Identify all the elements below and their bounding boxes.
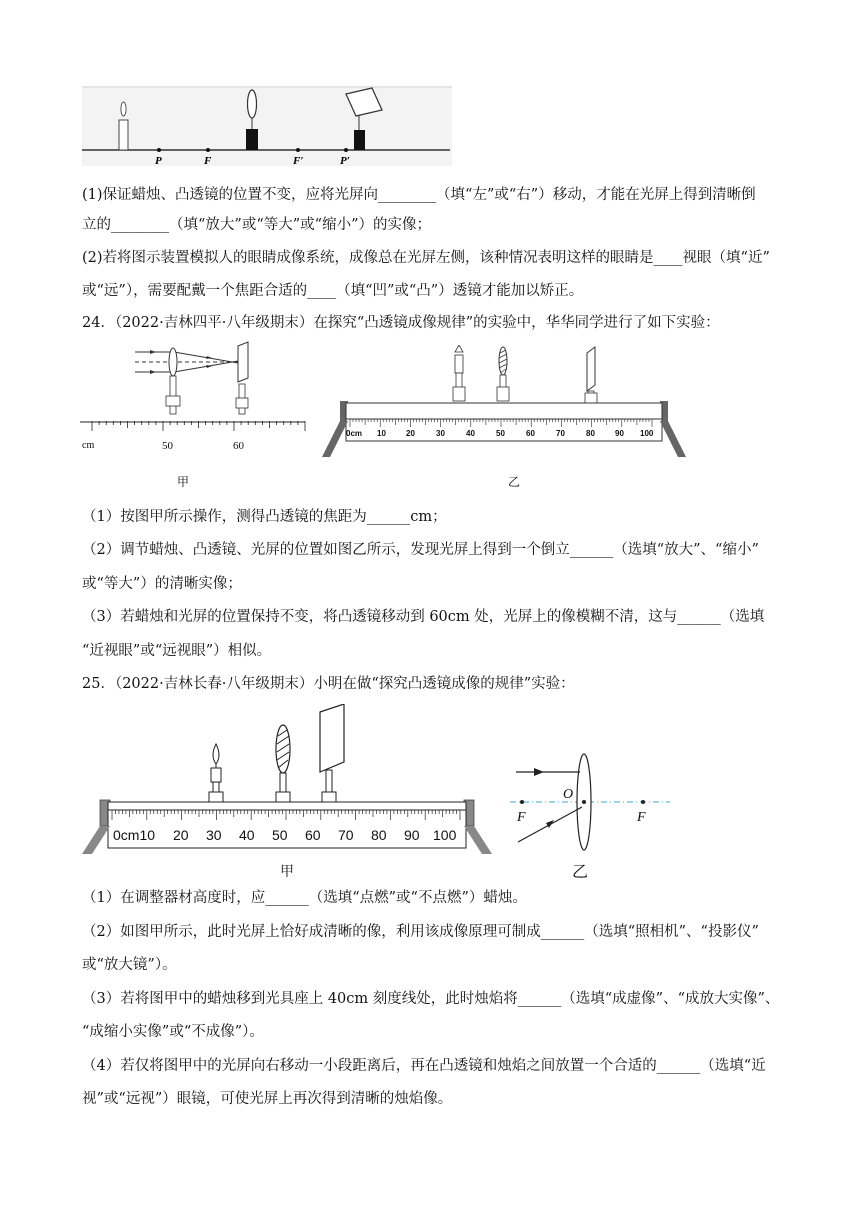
q25-jia-tick-90: 90 [404,827,420,843]
q25-line-3: 或“放大镜”）。 [82,957,177,973]
q24-yi-tick-60: 60 [526,429,535,438]
point-label-f-prime: F′ [293,155,304,166]
q25-figure-yi [508,750,673,855]
q24-yi-caption: 乙 [508,475,521,489]
q24-jia-unit: cm [82,440,95,451]
q23-figure [82,86,452,166]
q25-yi-label-o: O [563,787,574,802]
candle-shape [209,744,223,804]
q24-yi-tick-90: 90 [615,429,624,438]
q23-line-4: 或“远”），需要配戴一个焦距合适的____（填“凹”或“凸”）透镜才能加以矫正。 [82,283,584,299]
q25-yi-caption: 乙 [572,862,589,881]
q25-jia-tick-50: 50 [272,827,288,843]
q24-line-2: （2）调节蜡烛、凸透镜、光屏的位置如图乙所示，发现光屏上得到一个倒立______（选填“放大”、“缩小” [82,542,759,558]
q24-yi-tick-50: 50 [496,429,505,438]
q24-yi-tick-30: 30 [436,429,445,438]
q25-jia-tick-100: 100 [433,827,457,843]
q25-header: 25．（2022·吉林长春·八年级期末）小明在做“探究凸透镜成像的规律”实验： [82,676,575,692]
q24-jia-tick-50: 50 [162,440,173,452]
q24-jia-caption: 甲 [177,475,190,489]
q24-line-3: 或“等大”）的清晰实像； [82,576,242,592]
q24-header: 24．（2022·吉林四平·八年级期末）在探究“凸透镜成像规律”的实验中，华华同学进行了如下实验： [82,315,720,331]
q23-line-1: (1)保证蜡烛、凸透镜的位置不变，应将光屏向________（填“左”或“右”）移动，才能在光屏上得到清晰倒 [82,187,756,203]
q23-line-2: 立的________（填“放大”或“等大”或“缩小”）的实像； [82,217,431,233]
q25-jia-tick-60: 60 [305,827,321,843]
q25-line-5: “成缩小实像”或“不成像”）。 [82,1024,264,1040]
q24-jia-tick-60: 60 [233,440,244,452]
point-label-p-prime: P′ [340,155,350,166]
q24-line-1: （1）按图甲所示操作，测得凸透镜的焦距为______cm； [82,509,447,525]
q25-line-1: （1）在调整器材高度时，应______（选填“点燃”或“不点燃”）蜡烛。 [82,890,527,906]
q25-jia-tick-20: 20 [173,827,189,843]
q24-yi-tick-100: 100 [640,429,654,438]
q24-yi-tick-0: 0cm [346,429,363,438]
q25-line-2: （2）如图甲所示，此时光屏上恰好成清晰的像，利用该成像原理可制成______（选填“照相机”、“投影仪” [82,924,759,940]
candle-shape [453,345,465,401]
q24-yi-tick-70: 70 [556,429,565,438]
q24-yi-tick-40: 40 [466,429,475,438]
q25-jia-tick-70: 70 [338,827,354,843]
light-screen-shape [320,704,344,804]
q24-yi-tick-10: 10 [377,429,386,438]
q24-line-5: “近视眼”或“远视眼”）相似。 [82,643,272,659]
q23-line-3: (2)若将图示装置模拟人的眼睛成像系统，成像总在光屏左侧，该种情况表明这样的眼睛是____视眼（填“近” [82,250,770,266]
point-label-p: P [155,155,162,166]
light-screen-shape [585,347,597,403]
q24-yi-tick-20: 20 [406,429,415,438]
q24-jia-ruler-ticks [80,421,310,433]
q25-yi-label-f-left: F [517,810,526,825]
convex-lens-shape [276,725,290,804]
q25-jia-tick-80: 80 [371,827,387,843]
q25-jia-tick-40: 40 [239,827,255,843]
q24-yi-tick-80: 80 [586,429,595,438]
q25-jia-tick-0cm10: 0cm10 [113,827,156,843]
q25-jia-tick-30: 30 [206,827,222,843]
q24-line-4: （3）若蜡烛和光屏的位置保持不变，将凸透镜移动到 60cm 处，光屏上的像模糊不清，这与______（选填 [82,609,765,625]
q24-figure-yi [322,345,687,465]
q25-line-4: （3）若将图甲中的蜡烛移到光具座上 40cm 刻度线处，此时烛焰将______（选填“成虚像”、“成放大实像”、 [82,991,780,1007]
q24-figure-jia [80,340,310,490]
q25-line-7: 视”或“远视”）眼镜，可使光屏上再次得到清晰的烛焰像。 [82,1091,453,1107]
convex-lens-shape [497,347,509,401]
q25-line-6: （4）若仅将图甲中的光屏向右移动一小段距离后，再在凸透镜和烛焰之间放置一个合适的______（选填“近 [82,1058,766,1074]
q25-jia-caption: 甲 [280,864,294,880]
q25-yi-label-f-right: F [637,810,646,825]
point-label-f: F [204,155,212,166]
